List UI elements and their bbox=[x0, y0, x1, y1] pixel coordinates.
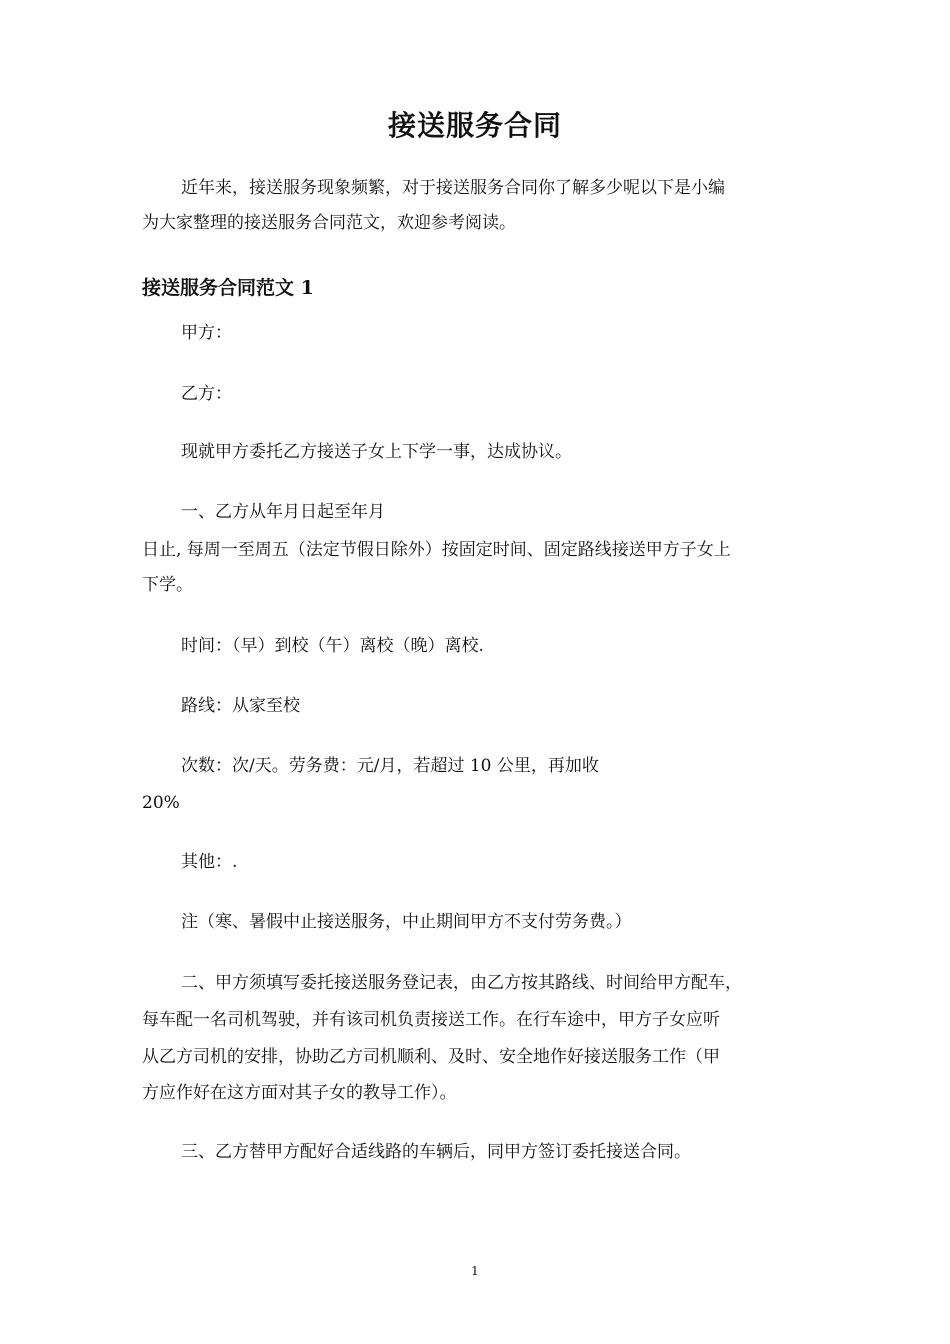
time-text: 时间：（早）到校（午）离校（晚）离校. bbox=[181, 636, 484, 656]
clause-1-line-3: 下学。 bbox=[142, 575, 193, 595]
route-text: 路线：从家至校 bbox=[181, 696, 300, 716]
clause-2-line-1: 二、甲方须填写委托接送服务登记表，由乙方按其路线、时间给甲方配车， bbox=[181, 973, 742, 993]
intro-line-2: 为大家整理的接送服务合同范文，欢迎参考阅读。 bbox=[142, 213, 516, 233]
note-text: 注（寒、暑假中止接送服务，中止期间甲方不支付劳务费。） bbox=[181, 912, 632, 932]
clause-1-line-1: 一、乙方从年月日起至年月 bbox=[181, 502, 385, 522]
section-heading: 接送服务合同范文 1 bbox=[142, 277, 314, 299]
other-text: 其他：. bbox=[181, 852, 238, 872]
intro-line-1: 近年来，接送服务现象频繁，对于接送服务合同你了解多少呢以下是小编 bbox=[181, 178, 725, 198]
agreement-text: 现就甲方委托乙方接送子女上下学一事，达成协议。 bbox=[181, 442, 572, 462]
clause-2-line-3: 从乙方司机的安排，协助乙方司机顺利、及时、安全地作好接送服务工作（甲 bbox=[142, 1047, 720, 1067]
clause-2-line-2: 每车配一名司机驾驶，并有该司机负责接送工作。在行车途中，甲方子女应听 bbox=[142, 1010, 720, 1030]
document-title: 接送服务合同 bbox=[387, 109, 562, 142]
clause-2-line-4: 方应作好在这方面对其子女的教导工作）。 bbox=[142, 1083, 457, 1103]
party-a-label: 甲方： bbox=[181, 323, 232, 343]
party-b-label: 乙方： bbox=[181, 384, 232, 404]
page-number: 1 bbox=[471, 1264, 479, 1278]
clause-3-text: 三、乙方替甲方配好合适线路的车辆后，同甲方签订委托接送合同。 bbox=[181, 1142, 691, 1162]
clause-1-line-2: 日止, 每周一至周五（法定节假日除外）按固定时间、固定路线接送甲方子女上 bbox=[142, 540, 731, 560]
fee-line-2: 20% bbox=[142, 793, 180, 813]
fee-line-1: 次数：次/天。劳务费：元/月，若超过 10 公里，再加收 bbox=[181, 756, 599, 776]
